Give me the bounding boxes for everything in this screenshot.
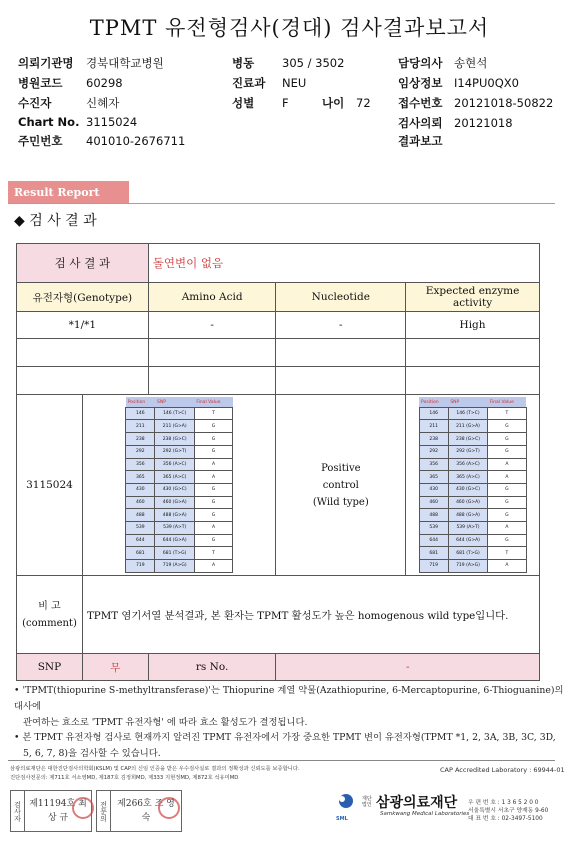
snp-row <box>126 433 233 446</box>
footnote-2-cont: 5, 6, 7, 8)을 검사할 수 있습니다. <box>23 748 161 760</box>
snp-cell: 238 <box>126 433 155 446</box>
remark-label: 비 고 (comment) <box>17 576 83 654</box>
snp-header: SNP <box>448 397 487 407</box>
info-receipt: 접수번호 20121018-50822 <box>398 96 554 110</box>
fine-print-2: 진단검사전문의: 제711호 서소영MD, 제187호 김정희MD, 제333 지현정MD, 제872호 석유미MD <box>10 775 239 781</box>
snp-cell: 719 (A>G) <box>448 560 487 573</box>
snp-row <box>419 496 526 509</box>
info-rrn: 주민번호 401010-2676711 <box>18 134 186 148</box>
org-contact-2: 서울특별시 서초구 양재동 9-60 <box>468 808 549 814</box>
snp-cell: 356 (A>C) <box>155 458 194 471</box>
snp-row <box>419 471 526 484</box>
header-nucleotide: Nucleotide <box>276 283 406 312</box>
divider <box>8 760 555 761</box>
snp-cell: 488 <box>126 509 155 522</box>
snp-row <box>126 483 233 496</box>
fine-print-1: 삼광의료재단은 대한진단검사의학회(KSLM) 및 CAP의 신임 인증을 받은 우수검사실로 결과의 정확성과 신뢰도를 보증합니다. <box>10 766 300 772</box>
footnotes <box>14 683 574 762</box>
stamp-tester: 검사자 제11194호 최 상 규 <box>10 790 92 832</box>
info-hospital: 의뢰기관명 경북대학교병원 <box>18 56 164 70</box>
snp-row <box>126 560 233 573</box>
snp-cell: 356 <box>126 458 155 471</box>
rs-value: - <box>276 654 540 681</box>
sample-snp-body <box>126 407 233 572</box>
snp-cell: 430 (G>C) <box>155 483 194 496</box>
snp-cell: 238 (G>C) <box>155 433 194 446</box>
snp-cell: G <box>194 420 232 433</box>
header-genotype: 유전자형(Genotype) <box>17 283 149 312</box>
snp-cell: 644 <box>419 534 448 547</box>
snp-row <box>126 534 233 547</box>
empty-cell <box>148 367 276 395</box>
snp-cell: 460 (G>A) <box>155 496 194 509</box>
snp-cell: T <box>194 407 232 420</box>
header-amino-acid: Amino Acid <box>148 283 276 312</box>
snp-row <box>419 509 526 522</box>
snp-cell: 681 (T>G) <box>448 547 487 560</box>
sample-snp-cell <box>82 395 276 576</box>
snp-label: SNP <box>17 654 83 681</box>
info-report: 결과보고 <box>398 134 443 148</box>
rs-label: rs No. <box>148 654 276 681</box>
snp-cell: 460 <box>126 496 155 509</box>
snp-cell: G <box>194 509 232 522</box>
org-contact-3: 대 표 번 호 : 02-3497-5100 <box>468 816 543 822</box>
snp-cell: 719 <box>419 560 448 573</box>
cell-enzyme-activity: High <box>406 312 540 339</box>
info-chart: Chart No. 3115024 <box>18 115 138 129</box>
snp-cell: 539 <box>419 521 448 534</box>
result-label: 검 사 결 과 <box>17 244 149 283</box>
header-enzyme-activity: Expected enzyme activity <box>406 283 540 312</box>
snp-row <box>126 458 233 471</box>
snp-cell: A <box>194 521 232 534</box>
stamp-specialist: 전문의 제266호 조 영 숙 <box>96 790 182 832</box>
snp-cell: 211 (G>A) <box>155 420 194 433</box>
snp-cell: G <box>488 420 526 433</box>
snp-cell: 211 <box>419 420 448 433</box>
snp-cell: A <box>488 458 526 471</box>
info-age: 나이 72 <box>322 96 371 110</box>
snp-value: 무 <box>82 654 148 681</box>
empty-cell <box>276 367 406 395</box>
org-english: Samkwang Medical Laboratories <box>380 811 470 817</box>
section-title: ◆ 검 사 결 과 <box>14 213 97 229</box>
snp-header: SNP <box>155 397 194 407</box>
cell-genotype: *1/*1 <box>17 312 149 339</box>
snp-cell: G <box>488 445 526 458</box>
snp-row <box>419 445 526 458</box>
control-snp-body <box>419 407 526 572</box>
snp-header: Position <box>126 397 155 407</box>
snp-cell: G <box>488 509 526 522</box>
snp-cell: 365 <box>419 471 448 484</box>
snp-cell: A <box>194 560 232 573</box>
snp-cell: 644 (G>A) <box>155 534 194 547</box>
seal-icon <box>72 797 94 819</box>
footnote-2: • 본 TPMT 유전자형 검사로 현재까지 알려진 TPMT 유전자에서 가장 중요한 TPMT 변이 유전자형(TPMT *1, 2, 3A, 3B, 3C, 3D, <box>14 732 556 744</box>
snp-cell: G <box>194 534 232 547</box>
snp-cell: 146 (T>C) <box>448 407 487 420</box>
report-title: TPMT 유전형검사(경대) 검사결과보고서 <box>89 16 490 40</box>
snp-cell: 292 (G>T) <box>155 445 194 458</box>
snp-cell: 430 <box>126 483 155 496</box>
snp-cell: 644 <box>126 534 155 547</box>
result-value: 돌연변이 없음 <box>148 244 539 283</box>
snp-cell: T <box>194 547 232 560</box>
snp-cell: 238 (G>C) <box>448 433 487 446</box>
info-clinical: 임상정보 I14PU0QX0 <box>398 76 519 90</box>
snp-cell: G <box>488 534 526 547</box>
control-label: Positive control (Wild type) <box>276 395 406 576</box>
snp-row <box>126 407 233 420</box>
snp-cell: 356 (A>C) <box>448 458 487 471</box>
snp-cell: 460 (G>A) <box>448 496 487 509</box>
footnote-1-cont: 관여하는 효소로 'TPMT 유전자형' 에 따라 효소 활성도가 결정됩니다. <box>23 716 308 728</box>
empty-cell <box>148 339 276 367</box>
cell-amino-acid: - <box>148 312 276 339</box>
snp-cell: 539 <box>126 521 155 534</box>
control-snp-cell <box>406 395 540 576</box>
snp-cell: 681 (T>G) <box>155 547 194 560</box>
snp-row <box>419 534 526 547</box>
snp-cell: 238 <box>419 433 448 446</box>
snp-cell: G <box>488 483 526 496</box>
snp-cell: G <box>194 483 232 496</box>
snp-cell: 488 (G>A) <box>155 509 194 522</box>
footnote-1: • 'TPMT(thiopurine S-methyltransferase)'는 Thiopurine 계열 약물(Azathiopurine, 6-Mercaptopurine, 6-Thioguanine)의 대사에 <box>14 685 564 712</box>
snp-cell: G <box>194 445 232 458</box>
snp-cell: G <box>488 433 526 446</box>
snp-row <box>126 420 233 433</box>
snp-cell: 430 (G>C) <box>448 483 487 496</box>
snp-cell: 644 (G>A) <box>448 534 487 547</box>
snp-cell: 430 <box>419 483 448 496</box>
snp-row <box>126 445 233 458</box>
snp-row <box>419 407 526 420</box>
snp-row <box>126 496 233 509</box>
seal-icon <box>158 797 180 819</box>
snp-row <box>126 471 233 484</box>
snp-row <box>419 560 526 573</box>
org-name: 삼광의료재단 <box>376 795 458 811</box>
snp-row <box>419 483 526 496</box>
empty-cell <box>276 339 406 367</box>
snp-row <box>126 521 233 534</box>
snp-cell: 488 (G>A) <box>448 509 487 522</box>
snp-cell: G <box>194 433 232 446</box>
snp-cell: G <box>194 496 232 509</box>
empty-cell <box>406 367 540 395</box>
info-doctor: 담당의사 송현석 <box>398 56 488 70</box>
snp-cell: 146 <box>126 407 155 420</box>
snp-header: Final Value <box>194 397 232 407</box>
snp-row <box>126 547 233 560</box>
snp-cell: 365 (A>C) <box>448 471 487 484</box>
snp-header: Position <box>419 397 448 407</box>
snp-cell: A <box>194 458 232 471</box>
snp-row <box>419 521 526 534</box>
snp-cell: 356 <box>419 458 448 471</box>
snp-cell: T <box>488 547 526 560</box>
info-dept: 진료과 NEU <box>232 76 307 90</box>
snp-cell: 681 <box>126 547 155 560</box>
snp-row <box>419 420 526 433</box>
snp-cell: 719 (A>G) <box>155 560 194 573</box>
snp-cell: 488 <box>419 509 448 522</box>
snp-cell: 292 (G>T) <box>448 445 487 458</box>
snp-cell: 211 <box>126 420 155 433</box>
sample-id: 3115024 <box>17 395 83 576</box>
empty-cell <box>17 367 149 395</box>
info-ward: 병동 305 / 3502 <box>232 56 345 70</box>
snp-header: Final Value <box>488 397 526 407</box>
remark-text: TPMT 염기서열 분석결과, 본 환자는 TPMT 활성도가 높은 homogenous wild type입니다. <box>82 576 539 654</box>
org-prefix: 재단법인 <box>362 796 372 808</box>
snp-cell: A <box>194 471 232 484</box>
sample-snp-table <box>125 397 233 572</box>
info-patient: 수진자 신혜자 <box>18 96 120 110</box>
info-sex: 성별 F <box>232 96 289 110</box>
info-request: 검사의뢰 20121018 <box>398 116 513 130</box>
empty-cell <box>406 339 540 367</box>
snp-cell: T <box>488 407 526 420</box>
snp-row <box>126 509 233 522</box>
snp-row <box>419 433 526 446</box>
snp-cell: 539 (A>T) <box>448 521 487 534</box>
cap-accreditation: CAP Accredited Laboratory : 69944-01 <box>440 766 565 774</box>
snp-cell: 365 (A>C) <box>155 471 194 484</box>
result-report-banner: Result Report <box>8 181 555 204</box>
snp-cell: 292 <box>126 445 155 458</box>
sml-logo-icon <box>334 791 358 817</box>
control-snp-table <box>419 397 527 572</box>
snp-cell: 292 <box>419 445 448 458</box>
snp-cell: 719 <box>126 560 155 573</box>
result-table <box>16 243 540 681</box>
snp-cell: 211 (G>A) <box>448 420 487 433</box>
snp-row <box>419 547 526 560</box>
snp-cell: 146 <box>419 407 448 420</box>
snp-cell: 146 (T>C) <box>155 407 194 420</box>
snp-cell: A <box>488 560 526 573</box>
snp-cell: A <box>488 521 526 534</box>
snp-cell: 365 <box>126 471 155 484</box>
cell-nucleotide: - <box>276 312 406 339</box>
snp-row <box>419 458 526 471</box>
snp-cell: A <box>488 471 526 484</box>
info-code: 병원코드 60298 <box>18 76 123 90</box>
snp-cell: 681 <box>419 547 448 560</box>
snp-cell: 539 (A>T) <box>155 521 194 534</box>
snp-cell: 460 <box>419 496 448 509</box>
snp-cell: G <box>488 496 526 509</box>
org-contact-1: 우 편 번 호 : 1 3 6 5 2 0 0 <box>468 800 539 806</box>
empty-cell <box>17 339 149 367</box>
sml-text: SML <box>336 816 348 822</box>
